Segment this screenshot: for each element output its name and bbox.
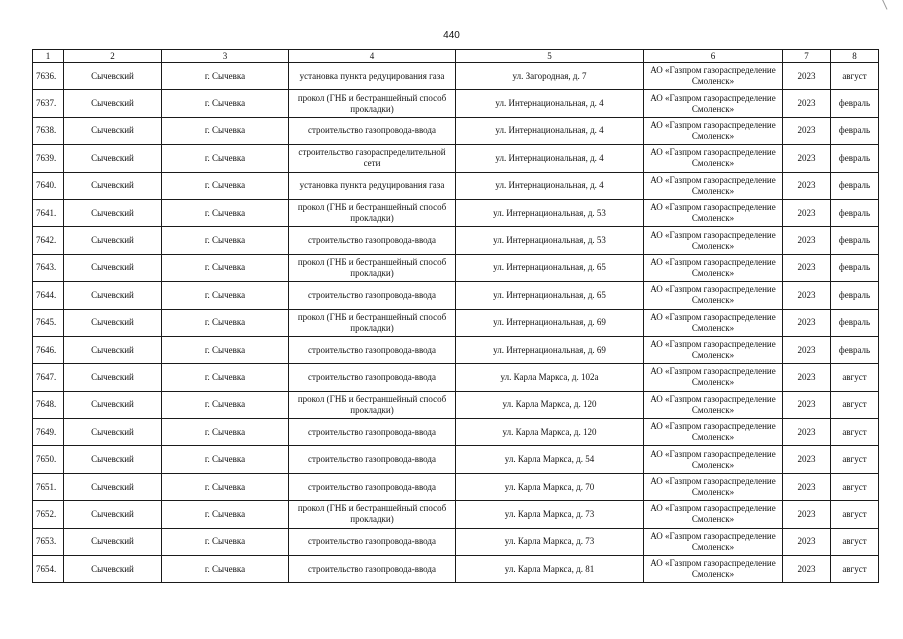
table-row	[33, 227, 879, 254]
cell-year: 2023	[783, 309, 831, 336]
cell-district: Сычевский	[64, 446, 162, 473]
cell-work: установка пункта редуцирования газа	[289, 172, 456, 199]
cell-n: 7640.	[33, 172, 64, 199]
cell-district: Сычевский	[64, 254, 162, 281]
cell-year: 2023	[783, 364, 831, 391]
cell-month: февраль	[831, 227, 879, 254]
cell-month: февраль	[831, 282, 879, 309]
cell-month: август	[831, 473, 879, 500]
cell-n: 7648.	[33, 391, 64, 418]
cell-address: ул. Интернациональная, д. 65	[456, 254, 644, 281]
cell-work: строительство газопровода-ввода	[289, 419, 456, 446]
cell-year: 2023	[783, 63, 831, 90]
cell-month: февраль	[831, 336, 879, 363]
table-row	[33, 309, 879, 336]
cell-district: Сычевский	[64, 501, 162, 528]
cell-n: 7644.	[33, 282, 64, 309]
cell-address: ул. Интернациональная, д. 69	[456, 309, 644, 336]
cell-settlement: г. Сычевка	[162, 528, 289, 555]
table-row	[33, 117, 879, 144]
cell-work: строительство газопровода-ввода	[289, 528, 456, 555]
cell-work: прокол (ГНБ и бестраншейный способ прокладки)	[289, 254, 456, 281]
cell-settlement: г. Сычевка	[162, 309, 289, 336]
table-row	[33, 501, 879, 528]
cell-settlement: г. Сычевка	[162, 336, 289, 363]
cell-n: 7638.	[33, 117, 64, 144]
cell-address: ул. Карла Маркса, д. 102а	[456, 364, 644, 391]
cell-district: Сычевский	[64, 199, 162, 226]
cell-org: АО «Газпром газораспределение Смоленск»	[644, 117, 783, 144]
cell-org: АО «Газпром газораспределение Смоленск»	[644, 227, 783, 254]
cell-n: 7646.	[33, 336, 64, 363]
data-table	[32, 49, 879, 583]
cell-address: ул. Интернациональная, д. 4	[456, 117, 644, 144]
cell-n: 7642.	[33, 227, 64, 254]
cell-year: 2023	[783, 528, 831, 555]
cell-month: февраль	[831, 145, 879, 172]
cell-address: ул. Карла Маркса, д. 120	[456, 419, 644, 446]
cell-work: строительство газопровода-ввода	[289, 282, 456, 309]
cell-n: 7643.	[33, 254, 64, 281]
cell-address: ул. Интернациональная, д. 69	[456, 336, 644, 363]
page-number: 440	[443, 30, 460, 41]
cell-n: 7653.	[33, 528, 64, 555]
cell-settlement: г. Сычевка	[162, 556, 289, 583]
cell-month: февраль	[831, 309, 879, 336]
cell-district: Сычевский	[64, 172, 162, 199]
cell-district: Сычевский	[64, 391, 162, 418]
cell-settlement: г. Сычевка	[162, 364, 289, 391]
cell-district: Сычевский	[64, 63, 162, 90]
cell-district: Сычевский	[64, 528, 162, 555]
cell-work: строительство газопровода-ввода	[289, 364, 456, 391]
cell-address: ул. Интернациональная, д. 4	[456, 90, 644, 117]
cell-year: 2023	[783, 117, 831, 144]
cell-month: август	[831, 63, 879, 90]
cell-n: 7651.	[33, 473, 64, 500]
cell-work: прокол (ГНБ и бестраншейный способ прокладки)	[289, 391, 456, 418]
cell-org: АО «Газпром газораспределение Смоленск»	[644, 199, 783, 226]
table-row	[33, 199, 879, 226]
cell-settlement: г. Сычевка	[162, 391, 289, 418]
cell-year: 2023	[783, 473, 831, 500]
cell-district: Сычевский	[64, 473, 162, 500]
cell-org: АО «Газпром газораспределение Смоленск»	[644, 391, 783, 418]
cell-org: АО «Газпром газораспределение Смоленск»	[644, 63, 783, 90]
cell-address: ул. Карла Маркса, д. 54	[456, 446, 644, 473]
cell-month: август	[831, 446, 879, 473]
cell-n: 7641.	[33, 199, 64, 226]
cell-year: 2023	[783, 419, 831, 446]
cell-work: установка пункта редуцирования газа	[289, 63, 456, 90]
cell-address: ул. Интернациональная, д. 53	[456, 199, 644, 226]
cell-org: АО «Газпром газораспределение Смоленск»	[644, 254, 783, 281]
column-header: 7	[783, 50, 831, 63]
table-row	[33, 336, 879, 363]
cell-address: ул. Интернациональная, д. 4	[456, 172, 644, 199]
cell-settlement: г. Сычевка	[162, 199, 289, 226]
cell-address: ул. Карла Маркса, д. 70	[456, 473, 644, 500]
cell-district: Сычевский	[64, 364, 162, 391]
cell-address: ул. Карла Маркса, д. 73	[456, 528, 644, 555]
cell-work: строительство газопровода-ввода	[289, 556, 456, 583]
cell-n: 7647.	[33, 364, 64, 391]
cell-district: Сычевский	[64, 117, 162, 144]
cell-address: ул. Интернациональная, д. 65	[456, 282, 644, 309]
cell-org: АО «Газпром газораспределение Смоленск»	[644, 309, 783, 336]
cell-n: 7652.	[33, 501, 64, 528]
column-header: 4	[289, 50, 456, 63]
table-row	[33, 172, 879, 199]
cell-address: ул. Карла Маркса, д. 73	[456, 501, 644, 528]
cell-month: август	[831, 528, 879, 555]
table-row	[33, 419, 879, 446]
cell-org: АО «Газпром газораспределение Смоленск»	[644, 501, 783, 528]
cell-org: АО «Газпром газораспределение Смоленск»	[644, 282, 783, 309]
table-row	[33, 446, 879, 473]
cell-work: прокол (ГНБ и бестраншейный способ прокладки)	[289, 501, 456, 528]
cell-settlement: г. Сычевка	[162, 473, 289, 500]
cell-year: 2023	[783, 446, 831, 473]
cell-org: АО «Газпром газораспределение Смоленск»	[644, 446, 783, 473]
table-row	[33, 282, 879, 309]
cell-year: 2023	[783, 336, 831, 363]
cell-settlement: г. Сычевка	[162, 172, 289, 199]
cell-year: 2023	[783, 90, 831, 117]
cell-settlement: г. Сычевка	[162, 90, 289, 117]
cell-month: февраль	[831, 117, 879, 144]
cell-org: АО «Газпром газораспределение Смоленск»	[644, 90, 783, 117]
cell-address: ул. Интернациональная, д. 53	[456, 227, 644, 254]
cell-org: АО «Газпром газораспределение Смоленск»	[644, 528, 783, 555]
cell-settlement: г. Сычевка	[162, 227, 289, 254]
cell-work: строительство газопровода-ввода	[289, 473, 456, 500]
cell-org: АО «Газпром газораспределение Смоленск»	[644, 419, 783, 446]
cell-district: Сычевский	[64, 309, 162, 336]
cell-settlement: г. Сычевка	[162, 419, 289, 446]
cell-settlement: г. Сычевка	[162, 117, 289, 144]
table-row	[33, 145, 879, 172]
cell-year: 2023	[783, 391, 831, 418]
column-header: 3	[162, 50, 289, 63]
cell-work: строительство газораспределительной сети	[289, 145, 456, 172]
cell-n: 7649.	[33, 419, 64, 446]
cell-n: 7654.	[33, 556, 64, 583]
cell-month: август	[831, 501, 879, 528]
cell-work: строительство газопровода-ввода	[289, 117, 456, 144]
cell-month: август	[831, 364, 879, 391]
cell-year: 2023	[783, 501, 831, 528]
cell-settlement: г. Сычевка	[162, 63, 289, 90]
cell-work: строительство газопровода-ввода	[289, 336, 456, 363]
cell-year: 2023	[783, 172, 831, 199]
cell-year: 2023	[783, 556, 831, 583]
column-header: 1	[33, 50, 64, 63]
cell-org: АО «Газпром газораспределение Смоленск»	[644, 336, 783, 363]
table-body	[33, 63, 879, 583]
cell-n: 7650.	[33, 446, 64, 473]
cell-n: 7645.	[33, 309, 64, 336]
cell-settlement: г. Сычевка	[162, 145, 289, 172]
cell-org: АО «Газпром газораспределение Смоленск»	[644, 145, 783, 172]
cell-address: ул. Карла Маркса, д. 81	[456, 556, 644, 583]
cell-address: ул. Карла Маркса, д. 120	[456, 391, 644, 418]
cell-settlement: г. Сычевка	[162, 282, 289, 309]
cell-month: август	[831, 556, 879, 583]
cell-work: прокол (ГНБ и бестраншейный способ прокладки)	[289, 199, 456, 226]
cell-district: Сычевский	[64, 145, 162, 172]
cell-year: 2023	[783, 227, 831, 254]
cell-district: Сычевский	[64, 90, 162, 117]
cell-district: Сычевский	[64, 419, 162, 446]
corner-mark	[882, 0, 888, 10]
cell-work: прокол (ГНБ и бестраншейный способ прокладки)	[289, 309, 456, 336]
cell-address: ул. Загородная, д. 7	[456, 63, 644, 90]
header-row	[33, 50, 879, 63]
cell-district: Сычевский	[64, 336, 162, 363]
cell-month: февраль	[831, 90, 879, 117]
table-row	[33, 391, 879, 418]
column-header: 2	[64, 50, 162, 63]
cell-org: АО «Газпром газораспределение Смоленск»	[644, 172, 783, 199]
cell-year: 2023	[783, 254, 831, 281]
cell-work: строительство газопровода-ввода	[289, 446, 456, 473]
cell-district: Сычевский	[64, 227, 162, 254]
cell-org: АО «Газпром газораспределение Смоленск»	[644, 473, 783, 500]
cell-n: 7636.	[33, 63, 64, 90]
cell-settlement: г. Сычевка	[162, 501, 289, 528]
cell-settlement: г. Сычевка	[162, 254, 289, 281]
cell-district: Сычевский	[64, 282, 162, 309]
cell-month: август	[831, 419, 879, 446]
cell-year: 2023	[783, 199, 831, 226]
cell-month: февраль	[831, 172, 879, 199]
cell-month: август	[831, 391, 879, 418]
cell-n: 7639.	[33, 145, 64, 172]
table-row	[33, 473, 879, 500]
column-header: 8	[831, 50, 879, 63]
cell-address: ул. Интернациональная, д. 4	[456, 145, 644, 172]
cell-district: Сычевский	[64, 556, 162, 583]
cell-year: 2023	[783, 282, 831, 309]
cell-org: АО «Газпром газораспределение Смоленск»	[644, 364, 783, 391]
table-row	[33, 254, 879, 281]
table-row	[33, 528, 879, 555]
cell-year: 2023	[783, 145, 831, 172]
column-header: 5	[456, 50, 644, 63]
cell-org: АО «Газпром газораспределение Смоленск»	[644, 556, 783, 583]
table-row	[33, 364, 879, 391]
cell-work: прокол (ГНБ и бестраншейный способ прокладки)	[289, 90, 456, 117]
table-row	[33, 556, 879, 583]
column-header: 6	[644, 50, 783, 63]
cell-month: февраль	[831, 254, 879, 281]
cell-month: февраль	[831, 199, 879, 226]
cell-settlement: г. Сычевка	[162, 446, 289, 473]
cell-work: строительство газопровода-ввода	[289, 227, 456, 254]
table-row	[33, 90, 879, 117]
cell-n: 7637.	[33, 90, 64, 117]
table-row	[33, 63, 879, 90]
